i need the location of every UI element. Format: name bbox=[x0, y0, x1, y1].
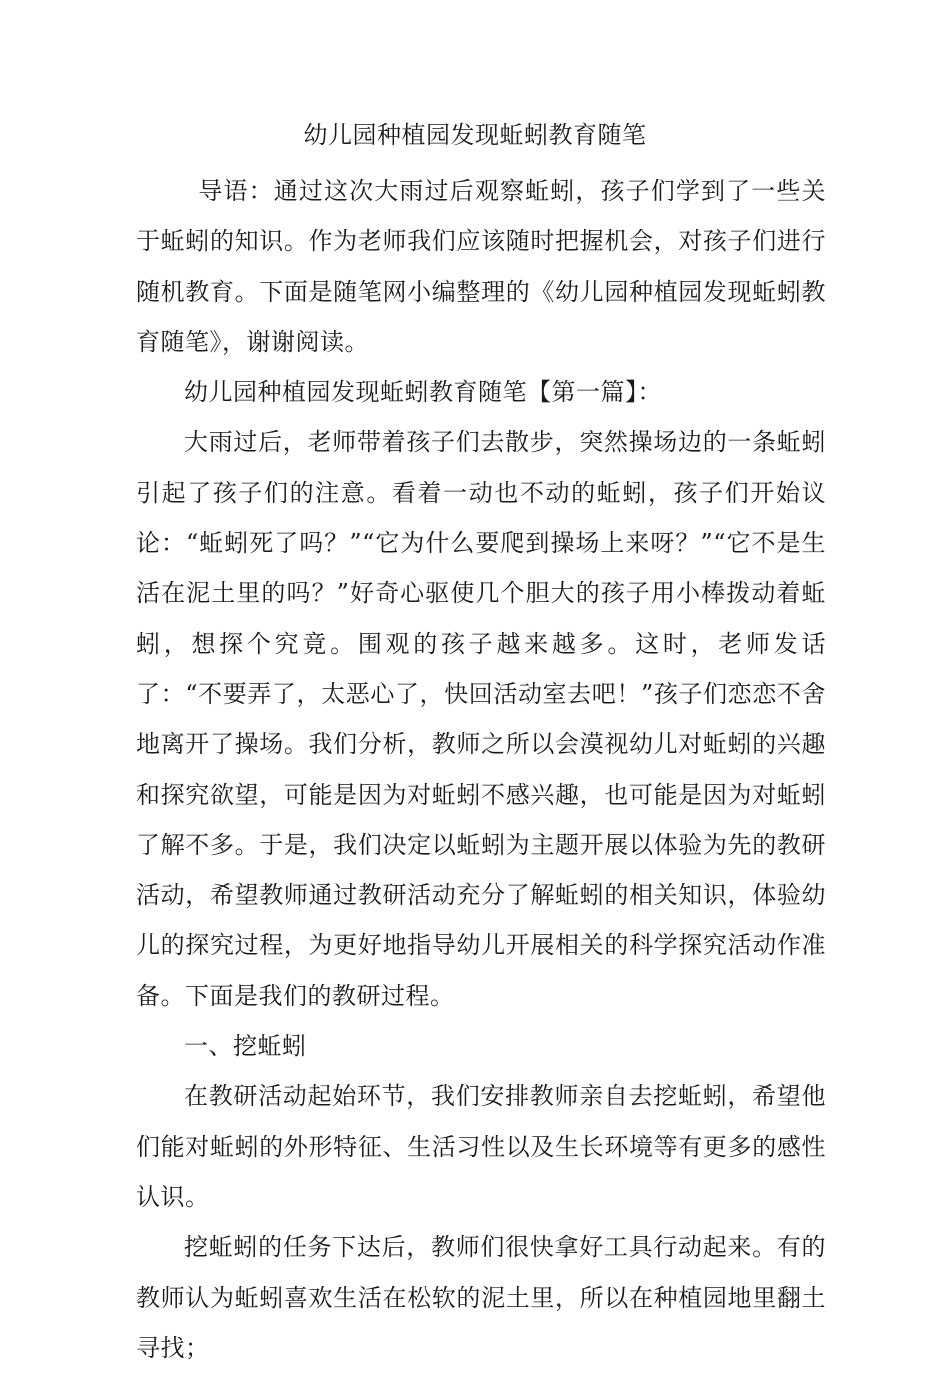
document-title: 幼儿园种植园发现蚯蚓教育随笔 bbox=[303, 121, 647, 149]
subsection-heading: 一、挖蚯蚓 bbox=[184, 1032, 307, 1061]
intro-paragraph: 导语：通过这次大雨过后观察蚯蚓，孩子们学到了一些关于蚯蚓的知识。作为老师我们应该随时把握机会，对孩子们进行随机教育。下面是随笔网小编整理的《幼儿园种植园发现蚯蚓教育随笔》，谢谢阅读。 bbox=[136, 177, 826, 356]
body-paragraph: 大雨过后，老师带着孩子们去散步，突然操场边的一条蚯蚓引起了孩子们的注意。看着一动也不动的蚯蚓，孩子们开始议论：“蚯蚓死了吗？”“它为什么要爬到操场上来呀？”“它不是生活在泥土里的吗？”好奇心驱使几个胆大的孩子用小棒拨动着蚯蚓，想探个究竟。围观的孩子越来越多。这时，老师发话了：“不要弄了，太恶心了，快回活动室去吧！”孩子们恋恋不舍地离开了操场。我们分析，教师之所以会漠视幼儿对蚯蚓的兴趣和探究欲望，可能是因为对蚯蚓不感兴趣，也可能是因为对蚯蚓了解不多。于是，我们决定以蚯蚓为主题开展以体验为先的教研活动，希望教师通过教研活动充分了解蚯蚓的相关知识，体验幼儿的探究过程，为更好地指导幼儿开展相关的科学探究活动作准备。下面是我们的教研过程。 bbox=[136, 428, 826, 1010]
body-paragraph: 在教研活动起始环节，我们安排教师亲自去挖蚯蚓，希望他们能对蚯蚓的外形特征、生活习性以及生长环境等有更多的感性认识。 bbox=[136, 1082, 826, 1211]
body-paragraph: 挖蚯蚓的任务下达后，教师们很快拿好工具行动起来。有的教师认为蚯蚓喜欢生活在松软的泥土里，所以在种植园地里翻土寻找； bbox=[136, 1233, 826, 1362]
section-heading-first: 幼儿园种植园发现蚯蚓教育随笔【第一篇】： bbox=[184, 378, 662, 407]
document-body bbox=[136, 166, 826, 1373]
